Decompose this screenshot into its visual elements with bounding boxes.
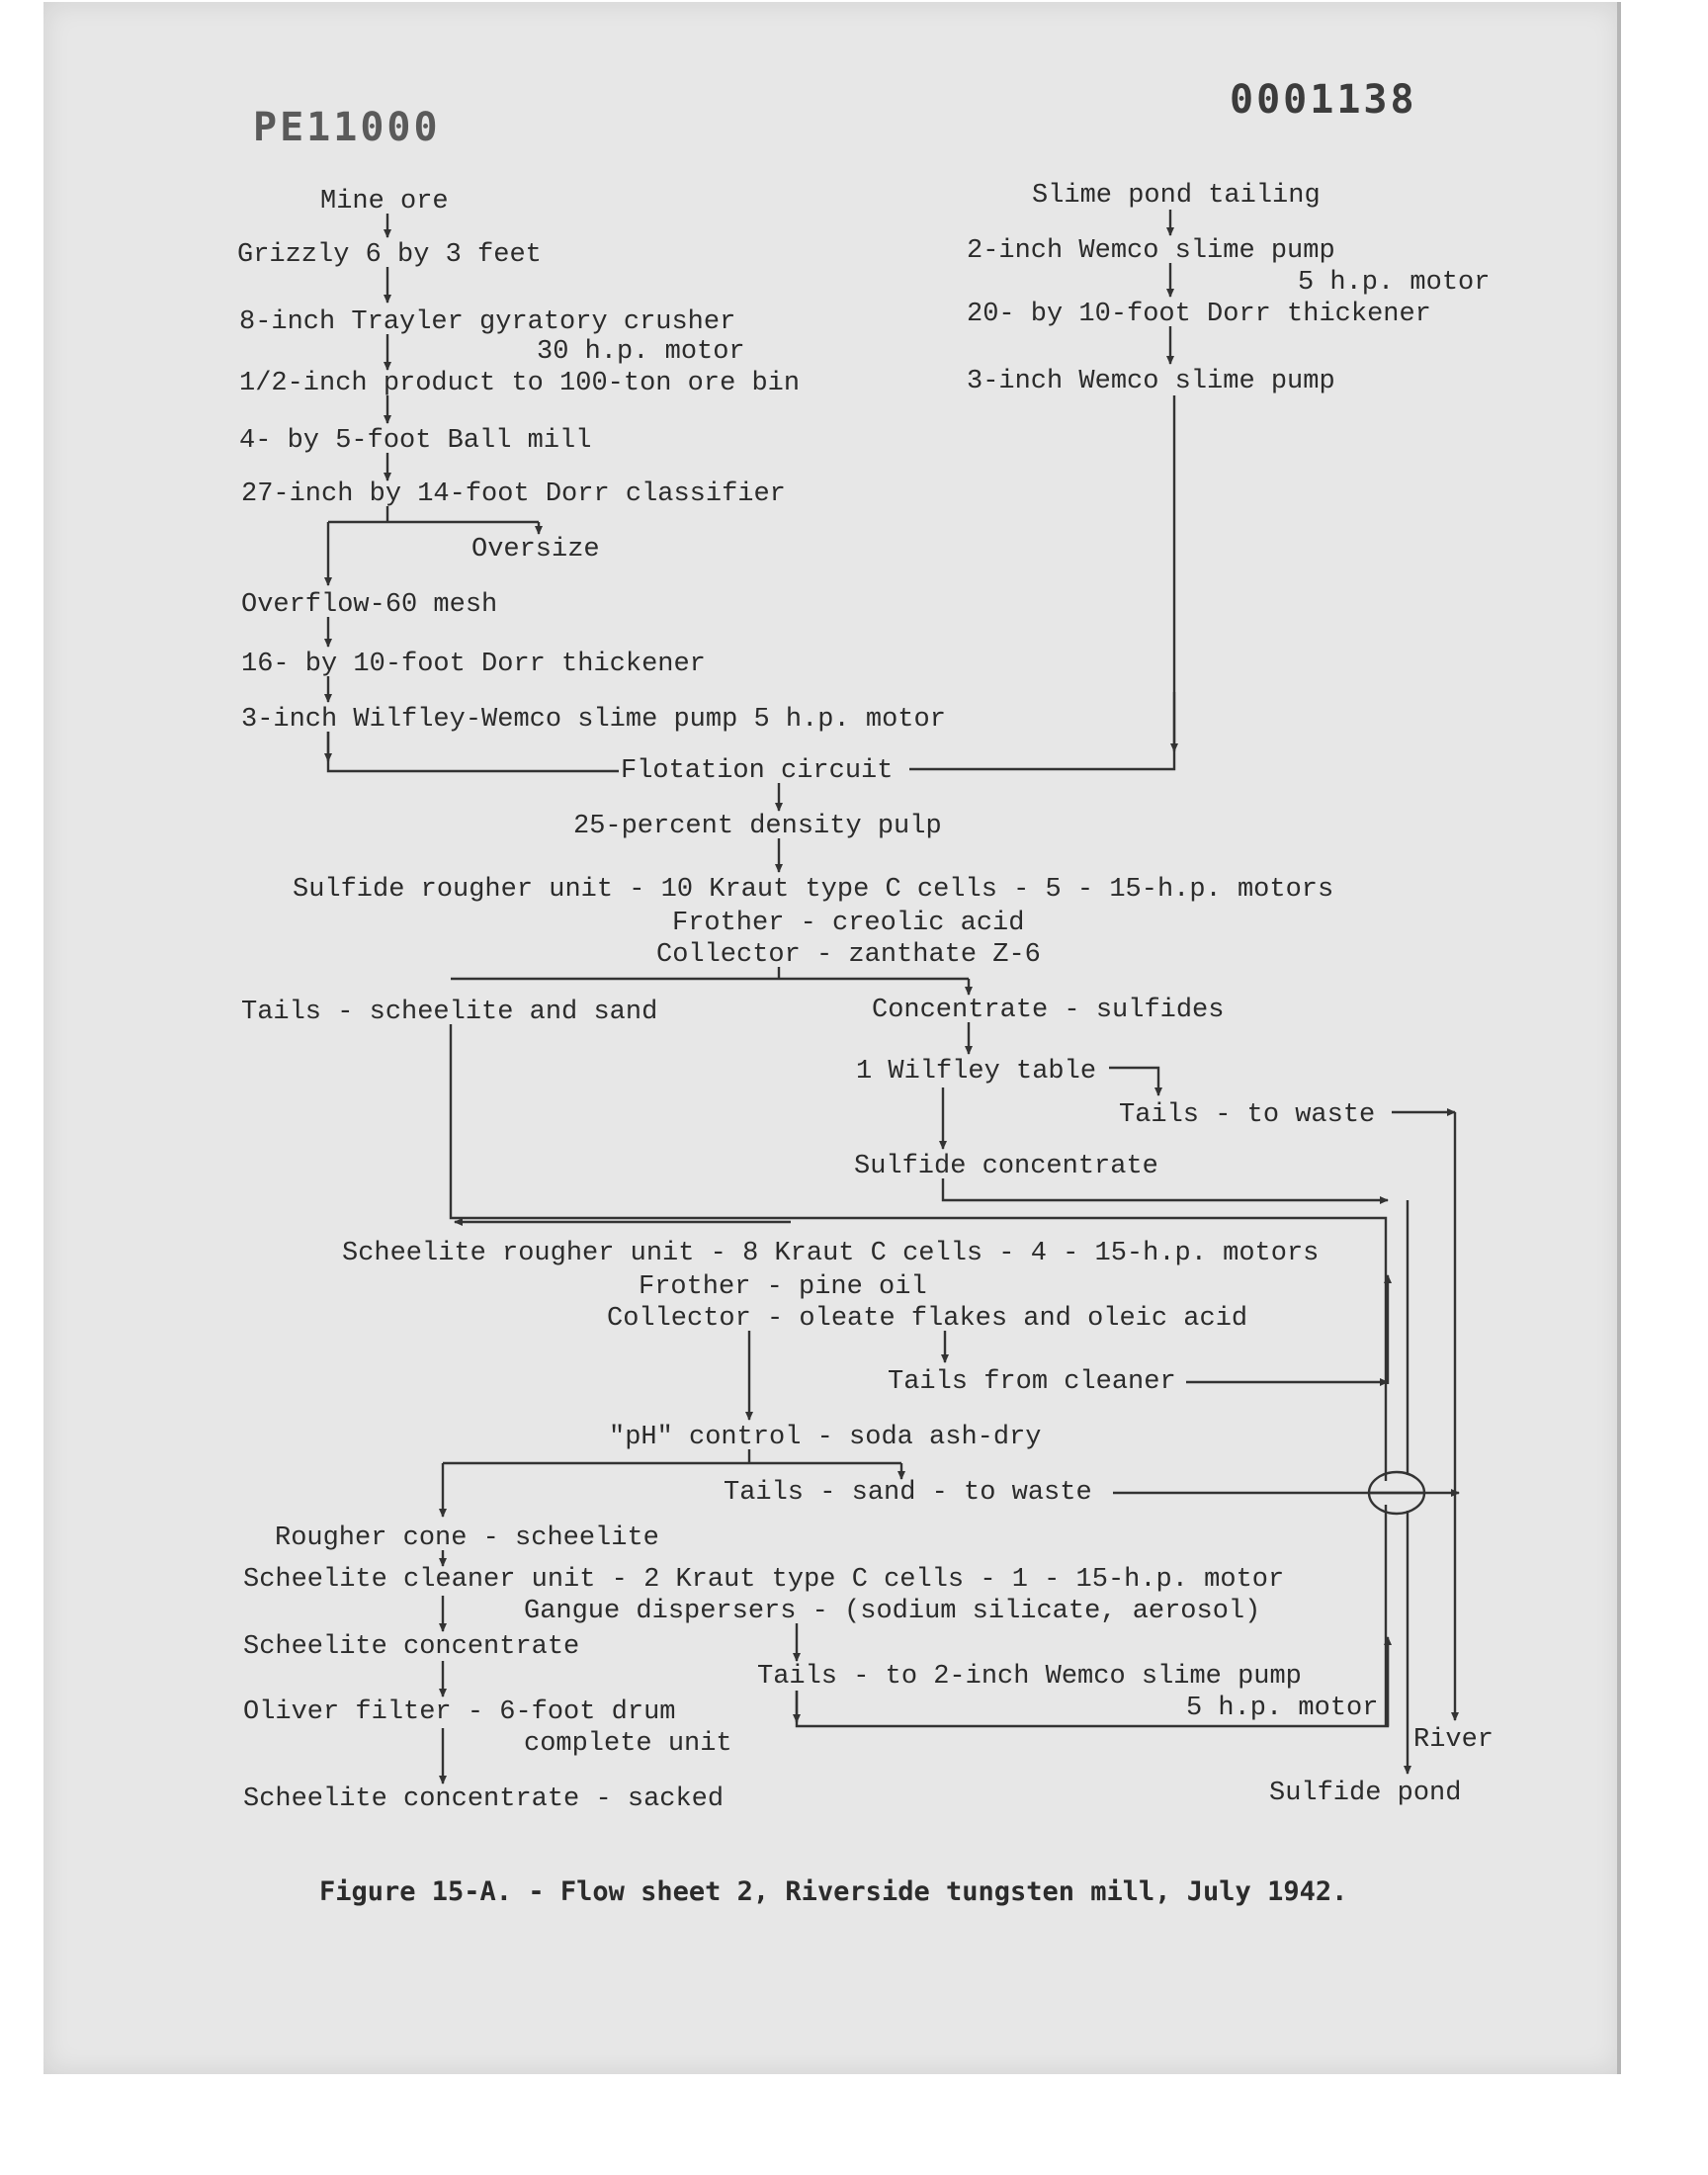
label-concentrate-sacked: Scheelite concentrate - sacked xyxy=(243,1784,725,1814)
label-frother-pine-oil: Frother - pine oil xyxy=(639,1272,927,1302)
label-3inch-wemco-pump: 3-inch Wemco slime pump xyxy=(967,367,1335,396)
label-2inch-wemco-pump: 2-inch Wemco slime pump xyxy=(967,236,1335,266)
label-tails-sand-waste: Tails - sand - to waste xyxy=(724,1478,1092,1508)
label-5hp-motor: 5 h.p. motor xyxy=(1298,268,1491,298)
label-overflow: Overflow-60 mesh xyxy=(241,590,498,620)
line-wilfley-tails xyxy=(1109,1068,1158,1095)
line-pump-to-flotation xyxy=(328,732,619,771)
label-wilfley-table: 1 Wilfley table xyxy=(856,1057,1097,1087)
file-stamp-right: 0001138 xyxy=(1230,77,1417,123)
label-density-pulp: 25-percent density pulp xyxy=(573,812,942,841)
label-scheelite-rougher: Scheelite rougher unit - 8 Kraut C cells - 4 - 15-h.p. motors xyxy=(342,1239,1320,1268)
label-sulfide-rougher: Sulfide rougher unit - 10 Kraut type C cells - 5 - 15-h.p. motors xyxy=(293,875,1334,905)
label-classifier: 27-inch by 14-foot Dorr classifier xyxy=(241,479,786,509)
label-wilfley-wemco-pump: 3-inch Wilfley-Wemco slime pump 5 h.p. motor xyxy=(241,705,946,735)
label-thickener-16: 16- by 10-foot Dorr thickener xyxy=(241,650,706,679)
label-tails-from-cleaner: Tails from cleaner xyxy=(888,1367,1176,1397)
label-flotation-circuit: Flotation circuit xyxy=(621,756,894,786)
label-grizzly: Grizzly 6 by 3 feet xyxy=(237,240,542,270)
figure-caption: Figure 15-A. - Flow sheet 2, Riverside tungsten mill, July 1942. xyxy=(319,1876,1348,1907)
label-oliver-filter: Oliver filter - 6-foot drum xyxy=(243,1697,676,1727)
label-rougher-cone: Rougher cone - scheelite xyxy=(275,1523,659,1553)
label-cleaner-unit: Scheelite cleaner unit - 2 Kraut type C cells - 1 - 15-h.p. motor xyxy=(243,1565,1285,1595)
label-sulfide-concentrate: Sulfide concentrate xyxy=(854,1152,1158,1181)
label-ball-mill: 4- by 5-foot Ball mill xyxy=(239,426,592,456)
label-tails-to-pump: Tails - to 2-inch Wemco slime pump xyxy=(757,1662,1302,1692)
label-ph-control: "pH" control - soda ash-dry xyxy=(609,1423,1042,1452)
label-oversize: Oversize xyxy=(471,535,600,565)
line-sulfide-conc-out xyxy=(943,1178,1388,1200)
label-scheelite-concentrate: Scheelite concentrate xyxy=(243,1632,580,1662)
label-thickener-20: 20- by 10-foot Dorr thickener xyxy=(967,300,1431,329)
line-crossover-inner xyxy=(1369,1493,1424,1726)
label-crusher-motor: 30 h.p. motor xyxy=(537,337,745,367)
label-slime-pond: Slime pond tailing xyxy=(1032,181,1321,211)
file-stamp-left: PE11000 xyxy=(253,105,441,150)
label-complete-unit: complete unit xyxy=(524,1729,732,1759)
left-column xyxy=(237,187,946,735)
label-sulfide-pond: Sulfide pond xyxy=(1269,1779,1462,1808)
label-concentrate-sulfides: Concentrate - sulfides xyxy=(872,996,1225,1025)
label-tails-pump-motor: 5 h.p. motor xyxy=(1186,1694,1379,1723)
arrow-3inch-to-flotation xyxy=(909,395,1174,769)
right-column xyxy=(967,181,1490,396)
label-ore-bin: 1/2-inch product to 100-ton ore bin xyxy=(239,369,801,398)
scheelite-section xyxy=(243,1239,1494,1814)
label-mine-ore: Mine ore xyxy=(320,187,449,217)
label-crusher: 8-inch Trayler gyratory crusher xyxy=(239,307,736,337)
label-tails-scheelite-sand: Tails - scheelite and sand xyxy=(241,998,658,1027)
label-gangue-dispersers: Gangue dispersers - (sodium silicate, aerosol) xyxy=(524,1597,1261,1626)
label-collector-zanthate: Collector - zanthate Z-6 xyxy=(656,940,1041,970)
label-frother-creolic: Frother - creolic acid xyxy=(672,909,1025,938)
label-river: River xyxy=(1413,1725,1494,1755)
label-collector-oleate: Collector - oleate flakes and oleic acid xyxy=(607,1304,1248,1334)
label-tails-to-waste: Tails - to waste xyxy=(1119,1100,1376,1130)
flotation-section xyxy=(241,756,1375,1181)
